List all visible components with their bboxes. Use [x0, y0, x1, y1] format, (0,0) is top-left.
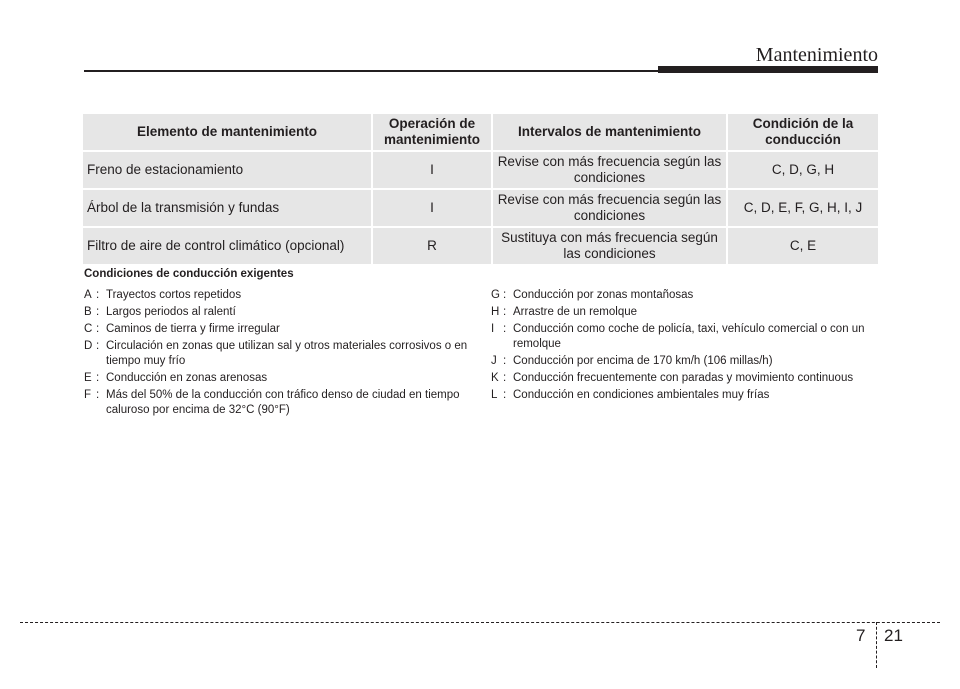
condition-item	[491, 305, 891, 320]
footer-dashed-divider	[876, 622, 877, 668]
cell-condition: C, D, E, F, G, H, I, J	[726, 190, 878, 226]
cell-operation: R	[371, 228, 491, 264]
footer-dashed-rule	[20, 622, 940, 623]
condition-text: Conducción por zonas montañosas	[513, 289, 694, 301]
maintenance-table	[83, 112, 878, 266]
table-header-row	[83, 114, 878, 150]
cell-condition: C, D, G, H	[726, 152, 878, 188]
condition-letter: F	[84, 389, 92, 401]
conditions-list-left	[84, 288, 474, 420]
condition-letter: B	[84, 306, 92, 318]
condition-text: Conducción por encima de 170 km/h (106 millas/h)	[513, 355, 773, 367]
conditions-title: Condiciones de conducción exigentes	[84, 268, 294, 280]
table-row	[83, 228, 878, 264]
condition-item	[84, 322, 474, 337]
chapter-number: 7	[856, 626, 866, 645]
condition-text: Circulación en zonas que utilizan sal y otros materiales corrosivos o en tiempo muy frío	[106, 340, 468, 367]
cell-interval: Sustituya con más frecuencia según las condiciones	[491, 228, 726, 264]
condition-colon: :	[96, 289, 100, 301]
page-header-title: Mantenimiento	[755, 44, 878, 66]
condition-item	[84, 388, 474, 418]
condition-item	[491, 371, 891, 386]
condition-colon: :	[503, 323, 507, 335]
column-header-item: Elemento de mantenimiento	[83, 114, 371, 150]
condition-colon: :	[96, 340, 100, 352]
condition-colon: :	[96, 389, 100, 401]
condition-text: Conducción en condiciones ambientales muy frías	[513, 389, 770, 401]
table-row	[83, 190, 878, 226]
cell-operation: I	[371, 190, 491, 226]
condition-colon: :	[96, 306, 100, 318]
condition-letter: J	[491, 355, 497, 367]
condition-letter: A	[84, 289, 92, 301]
condition-item	[491, 354, 891, 369]
condition-text: Conducción frecuentemente con paradas y movimiento continuous	[513, 372, 854, 384]
condition-item	[491, 288, 891, 303]
condition-letter: G	[491, 289, 500, 301]
condition-colon: :	[503, 372, 507, 384]
cell-operation: I	[371, 152, 491, 188]
condition-letter: E	[84, 372, 92, 384]
cell-interval: Revise con más frecuencia según las condiciones	[491, 190, 726, 226]
condition-text: Más del 50% de la conducción con tráfico denso de ciudad en tiempo caluroso por encima de 32°C (90°F)	[106, 389, 460, 416]
condition-colon: :	[503, 389, 507, 401]
condition-item	[491, 322, 891, 352]
cell-interval: Revise con más frecuencia según las condiciones	[491, 152, 726, 188]
condition-colon: :	[96, 323, 100, 335]
cell-item: Árbol de la transmisión y fundas	[83, 190, 371, 226]
condition-item	[84, 305, 474, 320]
condition-text: Conducción en zonas arenosas	[106, 372, 268, 384]
condition-item	[84, 288, 474, 303]
condition-text: Conducción como coche de policía, taxi, vehículo comercial o con un remolque	[513, 323, 865, 350]
header-rule-thick	[658, 66, 878, 73]
condition-colon: :	[503, 355, 507, 367]
condition-letter: I	[491, 323, 495, 335]
condition-letter: L	[491, 389, 498, 401]
cell-item: Freno de estacionamiento	[83, 152, 371, 188]
condition-item	[84, 339, 474, 369]
cell-condition: C, E	[726, 228, 878, 264]
column-header-interval: Intervalos de mantenimiento	[491, 114, 726, 150]
condition-letter: D	[84, 340, 93, 352]
condition-text: Trayectos cortos repetidos	[106, 289, 242, 301]
column-header-condition: Condición de la conducción	[726, 114, 878, 150]
conditions-list-right	[491, 288, 891, 405]
condition-letter: H	[491, 306, 500, 318]
condition-letter: K	[491, 372, 499, 384]
condition-text: Arrastre de un remolque	[513, 306, 638, 318]
column-header-operation: Operación de mantenimiento	[371, 114, 491, 150]
condition-letter: C	[84, 323, 93, 335]
condition-colon: :	[503, 306, 507, 318]
header-rule-thin	[84, 70, 658, 72]
condition-item	[84, 371, 474, 386]
cell-item: Filtro de aire de control climático (opcional)	[83, 228, 371, 264]
condition-text: Largos periodos al ralentí	[106, 306, 236, 318]
condition-item	[491, 388, 891, 403]
condition-colon: :	[503, 289, 507, 301]
condition-text: Caminos de tierra y firme irregular	[106, 323, 280, 335]
table-row	[83, 152, 878, 188]
page-number: 21	[884, 626, 903, 645]
condition-colon: :	[96, 372, 100, 384]
